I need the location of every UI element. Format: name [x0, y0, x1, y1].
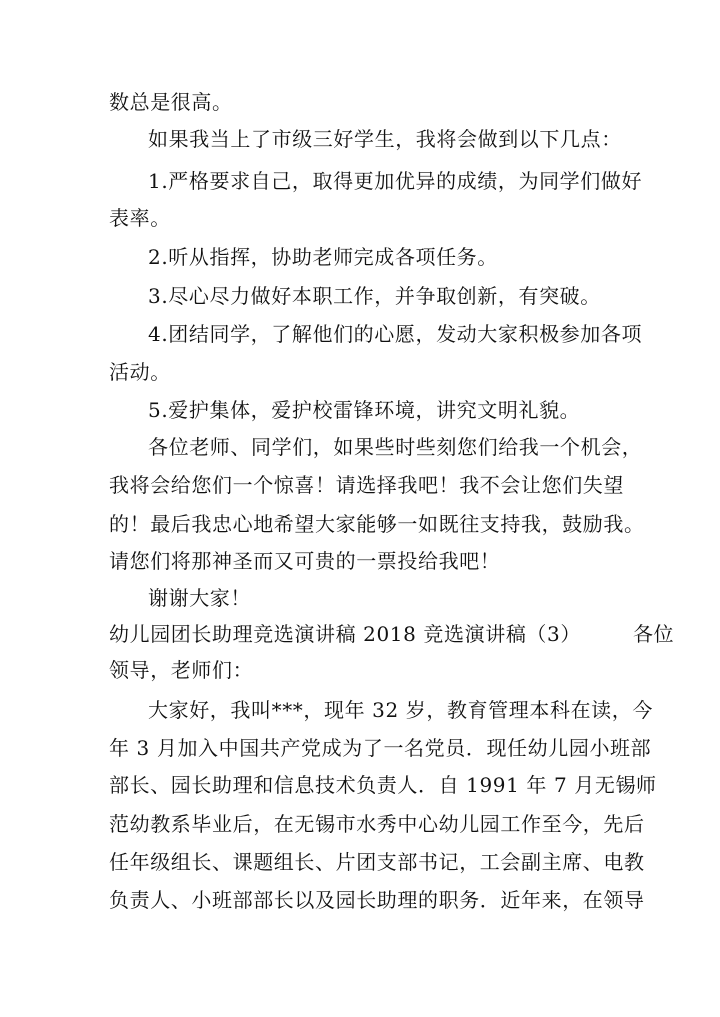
text-line: 活动。	[109, 360, 171, 384]
text-line: 大家好，我叫***，现年 32 岁，教育管理本科在读，今	[148, 698, 653, 722]
text-line: 部长、园长助理和信息技术负责人．自 1991 年 7 月无锡师	[109, 773, 657, 797]
text-line: 请您们将那神圣而又可贵的一票投给我吧！	[109, 549, 501, 573]
text-line: 各位老师、同学们，如果些时些刻您们给我一个机会，	[148, 435, 643, 459]
text-line: 3.尽心尽力做好本职工作，并争取创新，有突破。	[148, 284, 601, 308]
text-line: 4.团结同学，了解他们的心愿，发动大家积极参加各项	[148, 322, 643, 346]
text-line: 如果我当上了市级三好学生，我将会做到以下几点：	[148, 127, 622, 151]
section-heading	[109, 622, 675, 646]
text-line: 任年级组长、课题组长、片团支部书记，工会副主席、电教	[109, 850, 645, 874]
text-line: 2.听从指挥，协助老师完成各项任务。	[148, 245, 498, 269]
section-salutation-start: 各位	[632, 622, 675, 646]
text-line: 数总是很高。	[109, 90, 233, 114]
text-line: 的！最后我忠心地希望大家能够一如既往支持我，鼓励我。	[109, 512, 645, 536]
section-title: 幼儿园团长助理竞选演讲稿 2018 竞选演讲稿（3）	[109, 622, 581, 646]
text-line: 表率。	[109, 206, 171, 230]
text-line: 范幼教系毕业后，在无锡市水秀中心幼儿园工作至今，先后	[109, 812, 645, 836]
text-line: 谢谢大家！	[148, 586, 251, 610]
text-line: 1.严格要求自己，取得更加优异的成绩，为同学们做好	[148, 169, 643, 193]
text-line: 5.爱护集体，爱护校雷锋环境，讲究文明礼貌。	[148, 398, 581, 422]
text-line: 领导，老师们：	[109, 658, 254, 682]
text-line: 我将会给您们一个惊喜！请选择我吧！我不会让您们失望	[109, 473, 624, 497]
text-line: 负责人、小班部部长以及园长助理的职务．近年来，在领导	[109, 888, 645, 912]
text-line: 年 3 月加入中国共产党成为了一名党员．现任幼儿园小班部	[109, 736, 652, 760]
